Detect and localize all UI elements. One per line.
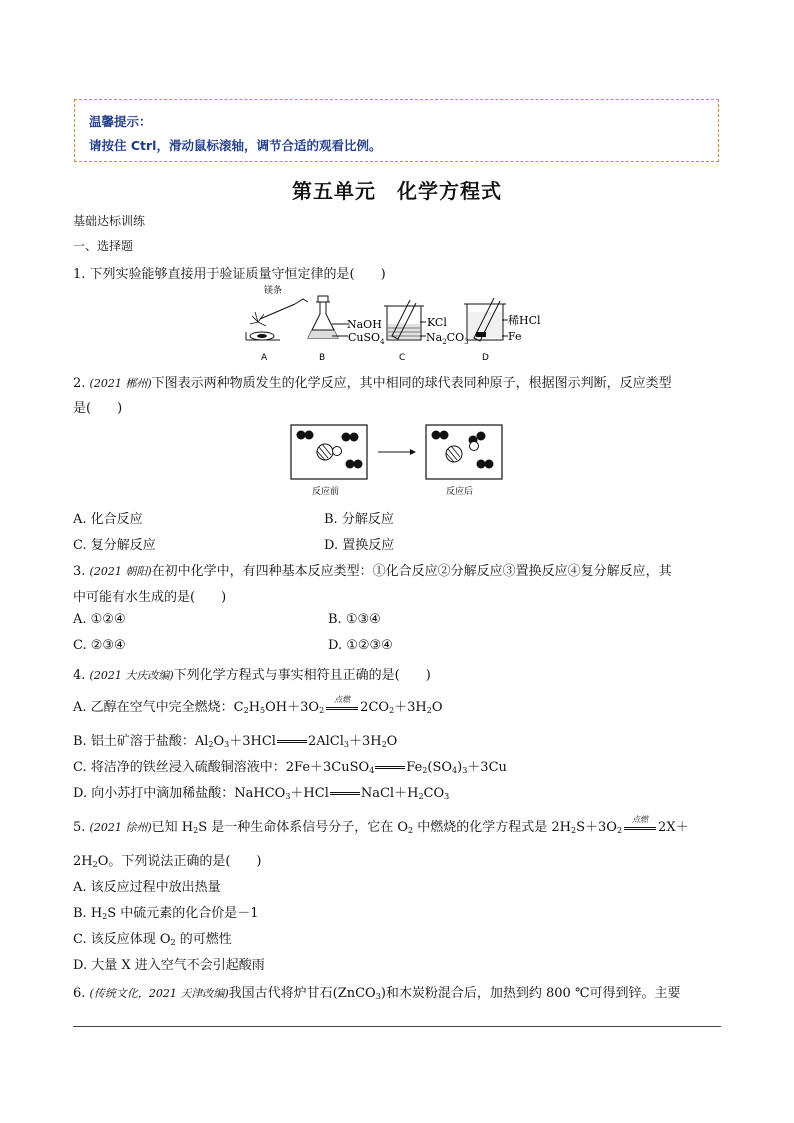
question-5: 5. (2021 徐州)已知 $H_2S$ 是一种生命体系信号分子，它在 $O_2$ 中燃烧的化学方程式是 $2H_2S+3O_2$ 点燃 2X＋ — [73, 814, 689, 835]
q4-b-text: B. 铝土矿溶于盐酸： — [73, 734, 195, 749]
q5-text-c: 中燃烧的化学方程式是 2H — [413, 820, 572, 835]
question-5-line2: $2H_2O$。下列说法正确的是( ) — [73, 854, 262, 869]
section-label: 基础达标训练 — [73, 214, 146, 228]
d-fe-label: Fe — [508, 330, 522, 343]
q3-source: (2021 朝阳) — [89, 565, 152, 578]
part-label: 一、选择题 — [73, 239, 134, 253]
b-cuso4-label: CuSO$_4$ — [348, 331, 385, 346]
q5-source: (2021 徐州) — [89, 821, 152, 834]
condition-arrow: 点燃 — [326, 701, 358, 715]
label-d: D — [482, 353, 489, 363]
tip-heading: 温馨提示： — [89, 114, 152, 129]
q4-d-eq: NaHCO$_3$＋HCl $NaCl+H_2CO_3$ — [234, 786, 450, 801]
q2-reaction-diagram — [288, 422, 508, 500]
q4-option-c — [73, 756, 507, 775]
question-4 — [73, 664, 431, 683]
q2-option-c: C. 复分解反应 — [73, 538, 156, 553]
after-label: 反应后 — [446, 487, 474, 497]
q5-option-b: B. $H_2S$ 中硫元素的化合价是－1 — [73, 906, 259, 921]
q5-text-a: 已知 H — [151, 820, 194, 835]
mg-ribbon-label: 镁条 — [264, 286, 283, 296]
q4-text: 下列化学方程式与事实相符且正确的是( ) — [173, 668, 431, 683]
q4-source: (2021 大庆改编) — [89, 669, 174, 682]
q5-option-a: A. 该反应过程中放出热量 — [73, 880, 221, 895]
tip-body: 请按住 Ctrl，滑动鼠标滚轴，调节合适的观看比例。 — [89, 138, 382, 153]
apparatus-a — [246, 284, 308, 363]
q4-b-eq: $Al_2O_3+3HCl$ $2AlCl_3+3H_2O$ — [194, 734, 398, 749]
q3-option-c: C. ②③④ — [73, 638, 126, 653]
reaction-after-box — [426, 425, 502, 497]
c-na2co3-label: $Na_2CO_3$ — [426, 331, 469, 346]
reaction-before-box — [291, 425, 367, 497]
q6-num: 6. — [73, 986, 90, 1001]
label-b: B — [319, 353, 326, 363]
q5-option-d: D. 大量 X 进入空气不会引起酸雨 — [73, 958, 265, 973]
q1-apparatus-figure — [240, 284, 550, 366]
q6-text-b: )和木炭粉混合后，加热到约 800 ℃可得到锌。主要 — [380, 986, 681, 1001]
q4-option-d — [73, 782, 449, 801]
q5-text-b: S 是一种生命体系信号分子，它在 O — [198, 820, 409, 835]
q3-option-d: D. ①②③④ — [328, 638, 393, 653]
b-naoh-label: NaOH — [347, 318, 382, 331]
q4-d-text: D. 向小苏打中滴加稀盐酸： — [73, 786, 235, 801]
q4-option-a — [73, 696, 443, 715]
q3-option-b: B. ①③④ — [328, 612, 381, 627]
q4-a-text: A. 乙醇在空气中完全燃烧： — [73, 700, 234, 715]
q2-num: 2. — [73, 376, 90, 391]
question-6: 6. (传统文化，2021 天津改编)我国古代将炉甘石(ZnCO$_3$)和木炭粉混合后，加热到约 800 ℃可得到锌。主要 — [73, 986, 681, 1001]
question-3-line2: 中可能有水生成的是( ) — [73, 590, 227, 605]
apparatus-b — [308, 296, 385, 363]
q2-text: 下图表示两种物质发生的化学反应，其中相同的球代表同种原子，根据图示判断，反应类型 — [151, 376, 672, 391]
q4-num: 4. — [73, 668, 90, 683]
apparatus-c — [384, 300, 469, 363]
label-a: A — [261, 353, 268, 363]
before-label: 反应前 — [312, 487, 340, 497]
q5-condition-arrow: 点燃 — [624, 821, 656, 835]
question-2 — [73, 372, 672, 391]
reaction-arrow — [378, 449, 416, 455]
page-bottom-rule — [73, 1026, 721, 1027]
q6-source: (传统文化，2021 天津改编) — [89, 987, 229, 1000]
q2-option-d: D. 置换反应 — [324, 538, 395, 553]
question-2-line2: 是( ) — [73, 401, 123, 416]
q3-text: 在初中化学中，有四种基本反应类型：①化合反应②分解反应③置换反应④复分解反应，其 — [151, 564, 672, 579]
page-title: 第五单元 化学方程式 — [292, 179, 502, 203]
q2-option-a: A. 化合反应 — [73, 512, 143, 527]
label-c: C — [399, 353, 406, 363]
q4-option-b — [73, 730, 397, 749]
q6-text-a: 我国古代将炉甘石(ZnCO — [228, 986, 376, 1001]
question-3 — [73, 560, 672, 579]
apparatus-d — [464, 298, 541, 363]
q5-line2-text: O。下列说法正确的是( ) — [97, 854, 262, 869]
q2-option-b: B. 分解反应 — [324, 512, 394, 527]
d-hcl-label: 稀HCl — [508, 314, 541, 327]
q5-option-c: C. 该反应体现 $O_2$ 的可燃性 — [73, 932, 232, 947]
q3-option-a: A. ①②④ — [73, 612, 126, 627]
q4-c-text: C. 将洁净的铁丝浸入硫酸铜溶液中： — [73, 760, 286, 775]
c-kcl-label: KCl — [427, 316, 447, 329]
q2-source: (2021 郴州) — [89, 377, 152, 390]
q5-num: 5. — [73, 820, 90, 835]
tip-box — [74, 99, 719, 162]
q4-c-eq: 2Fe＋3CuSO$_4$ $Fe_2(SO_4)_3+3Cu$ — [285, 760, 507, 775]
q4-a-eq: $C_2H_5OH+3O_2$ 点燃 $2CO_2+3H_2O$ — [233, 694, 443, 715]
q3-num: 3. — [73, 564, 90, 579]
question-1: 1. 下列实验能够直接用于验证质量守恒定律的是( ) — [73, 267, 386, 282]
